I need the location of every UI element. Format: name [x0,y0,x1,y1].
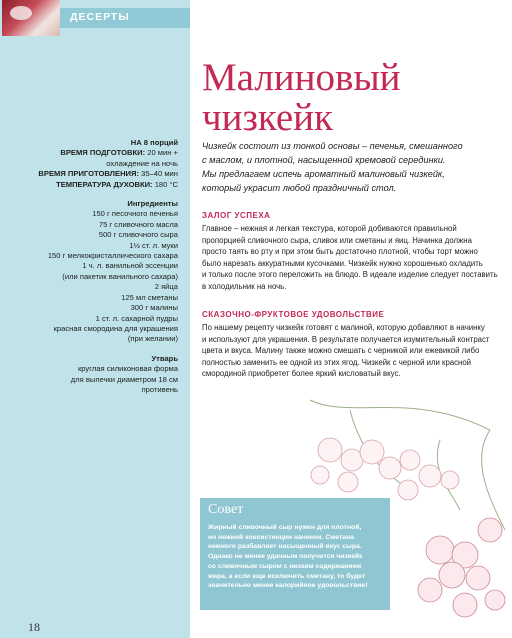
ingredient-item: красная смородина для украшения [53,323,178,333]
ingredient-item: 2 яйца [154,282,178,292]
body-line: цвета и вкуса. Малину также можно смешать с черникой или ежевикой либо [202,346,480,356]
tip-line: но нежной консистенции начинки. Сметана [208,533,354,541]
ingredient-item: 150 г мелкокристаллического сахара [47,251,178,261]
title-line: чизкейк [202,96,333,139]
section-label: ДЕСЕРТЫ [70,11,130,23]
recipe-title [202,58,502,138]
oven-temp-value: 180 °С [152,179,178,189]
intro-line: Чизкейк состоит из тонкой основы – печенья, смешанного [202,141,463,151]
intro-line: который украсит любой праздничный стол. [202,183,397,193]
ingredient-item: 300 г малины [130,303,178,313]
tip-line: жира, а если еще исключить сметану, то будет [208,572,366,580]
portions: НА 8 порций [130,138,178,147]
tip-line: немного разбавляет насыщенный вкус сыра. [208,543,362,551]
ingredient-item: (при желании) [127,334,178,344]
prep-time-value: 20 мин + [145,148,178,158]
page-number: 18 [28,620,40,634]
intro-line: Мы предлагаем испечь ароматный малиновый чизкейк, [202,169,445,179]
body-line: просто таять во рту и при этом быть достаточно плотной, чтобы торт можно [202,247,478,257]
section2-body [202,322,504,380]
intro-paragraph [202,139,502,195]
body-line: пропорцией сливочного сыра, сливок или сметаны и яиц. Начинка должна [202,235,472,245]
cook-time-label: ВРЕМЯ ПРИГОТОВЛЕНИЯ: [38,169,139,179]
utensil-item: круглая силиконовая форма [77,364,178,374]
utensil-item: для выпечки диаметром 18 см [70,374,178,384]
prep-time [8,148,178,158]
tip-title: Совет [208,502,244,517]
utensil-item: противень [141,384,178,394]
dessert-thumbnail-image [2,0,60,36]
ingredient-item: (или пакетик ванильного сахара) [62,271,178,281]
body-line: и только после этого переложить на блюдо. В идеале изделие следует поставить [202,270,498,280]
prep-time-label: ВРЕМЯ ПОДГОТОВКИ: [60,148,146,158]
ingredient-item: 1½ ст. л. муки [129,240,178,250]
body-line: было нарезать аккуратными кусочками. Чизкейк нужно хорошенько охладить [202,258,483,268]
body-line: Главное – нежная и легкая текстура, которой добиваются правильной [202,224,457,233]
utensils-heading: Утварь [151,353,178,363]
tip-line: со сливочным сыром с низким содержанием [208,562,362,570]
oven-temp-label: ТЕМПЕРАТУРА ДУХОВКИ: [56,179,153,189]
tip-line: Однако не менее удачным получится чизкейк [208,553,363,561]
ingredient-item: 500 г сливочного сыра [98,230,178,240]
cook-time [8,169,178,179]
body-line: в холодильник на ночь. [202,281,287,291]
body-line: и используют для украшения. В результате получается изумительный контраст [202,334,490,344]
cook-time-value: 35–40 мин [139,169,178,179]
ingredient-item: 1 ст. л. сахарной пудры [95,313,178,323]
ingredient-item: 150 г песочного печенья [92,209,178,219]
ingredient-item: 125 мл сметаны [121,292,178,302]
tip-line: Жирный сливочный сыр нужен для плотной, [208,524,362,531]
ingredient-item: 1 ч. л. ванильной эссенции [82,261,178,271]
body-line: смородиной приобретет более яркий кисловатый вкус. [202,369,401,379]
body-line: По нашему рецепту чизкейк готовят с малиной, которую добавляют в начинку [202,323,485,332]
ingredient-item: 75 г сливочного масла [98,219,178,229]
intro-line: с маслом, и плотной, насыщенной кремовой серединки. [202,155,446,165]
title-line: Малиновый [202,56,401,99]
body-line: полностью заменить ее одной из этих ягод. Чизкейк с черной или красной [202,357,472,367]
tip-text [208,523,386,591]
recipe-info-column [8,138,178,395]
tip-line: значительно менее калорийное удовольствие! [208,582,368,590]
prep-time-extra: охлаждение на ночь [106,158,178,168]
section2-heading: СКАЗОЧНО-ФРУКТОВОЕ УДОВОЛЬСТВИЕ [202,310,385,319]
section1-heading: ЗАЛОГ УСПЕХА [202,211,271,220]
oven-temp [8,180,178,190]
section1-body [202,223,504,293]
ingredients-heading: Ингредиенты [127,199,178,209]
